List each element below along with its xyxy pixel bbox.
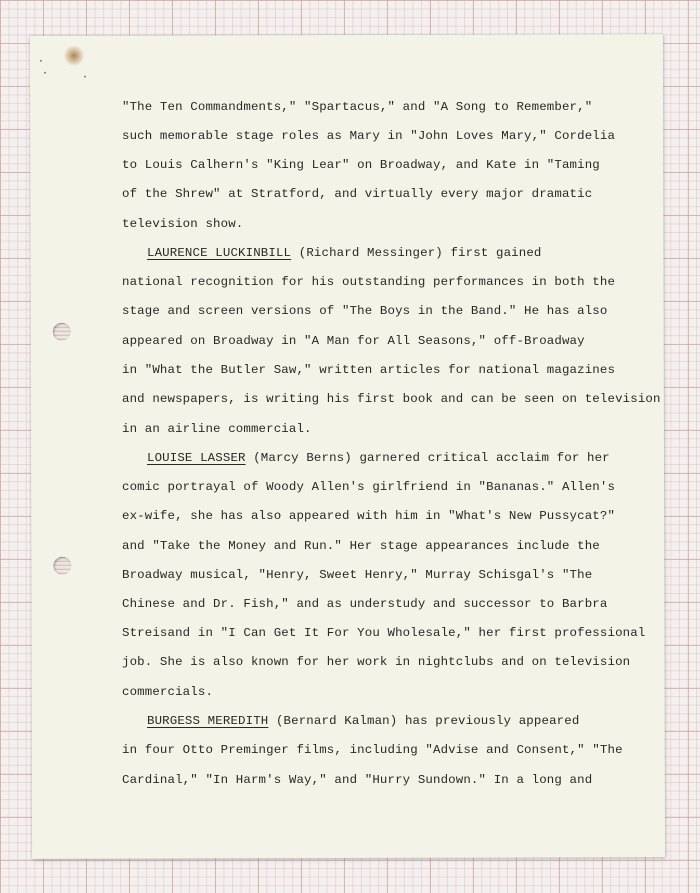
- text-line: of the Shrew" at Stratford, and virtually every major dramatic: [122, 187, 593, 201]
- text-segment: first gained: [450, 246, 542, 260]
- actor-name-lasser: LOUISE LASSER: [147, 451, 246, 465]
- text-line: "The Ten Commandments," "Spartacus," and "A Song to Remember,": [122, 100, 593, 114]
- text-line: in an airline commercial.: [122, 422, 312, 436]
- text-line: such memorable stage roles as Mary in "John Loves Mary," Cordelia: [122, 129, 616, 143]
- text-line: in "What the Butler Saw," written articles for national magazines: [122, 363, 616, 377]
- text-line: Broadway musical, "Henry, Sweet Henry," Murray Schisgal's "The: [122, 568, 593, 582]
- actor-name-luckinbill: LAURENCE LUCKINBILL: [147, 246, 292, 260]
- text-line: national recognition for his outstanding performances in both the: [122, 275, 616, 289]
- text-line: job. She is also known for her work in nightclubs and on television: [122, 655, 631, 669]
- text-line: comic portrayal of Woody Allen's girlfriend in "Bananas." Allen's: [122, 480, 616, 494]
- punch-hole: [53, 323, 71, 341]
- role-lasser: (Marcy Berns): [253, 451, 352, 465]
- text-line: and "Take the Money and Run." Her stage appearances include the: [122, 539, 600, 553]
- paragraph-luckinbill-lead: [147, 246, 542, 260]
- actor-name-meredith: BURGESS MEREDITH: [147, 714, 269, 728]
- punch-hole: [53, 557, 71, 575]
- speck: [44, 72, 46, 74]
- text-line: ex-wife, she has also appeared with him in "What's New Pussycat?": [122, 509, 616, 523]
- text-line: in four Otto Preminger films, including "Advise and Consent," "The: [122, 743, 623, 757]
- rust-stain: [64, 46, 84, 66]
- speck: [40, 60, 42, 62]
- role-luckinbill: (Richard Messinger): [298, 246, 443, 260]
- role-meredith: (Bernard Kalman): [275, 714, 398, 728]
- text-line: to Louis Calhern's "King Lear" on Broadway, and Kate in "Taming: [122, 158, 600, 172]
- paragraph-meredith-lead: [147, 714, 579, 728]
- text-line: Streisand in "I Can Get It For You Wholesale," her first professional: [122, 626, 646, 640]
- text-line: Cardinal," "In Harm's Way," and "Hurry Sundown." In a long and: [122, 773, 593, 787]
- text-segment: has previously appeared: [404, 714, 580, 728]
- text-line: and newspapers, is writing his first book and can be seen on television: [122, 392, 661, 406]
- text-segment: garnered critical acclaim for her: [359, 451, 610, 465]
- text-line: Chinese and Dr. Fish," and as understudy and successor to Barbra: [122, 597, 608, 611]
- speck: [84, 76, 86, 78]
- text-line: appeared on Broadway in "A Man for All Seasons," off-Broadway: [122, 334, 585, 348]
- paragraph-lasser-lead: [147, 451, 610, 465]
- text-line: television show.: [122, 217, 244, 231]
- text-line: stage and screen versions of "The Boys in the Band." He has also: [122, 304, 608, 318]
- text-line: commercials.: [122, 685, 214, 699]
